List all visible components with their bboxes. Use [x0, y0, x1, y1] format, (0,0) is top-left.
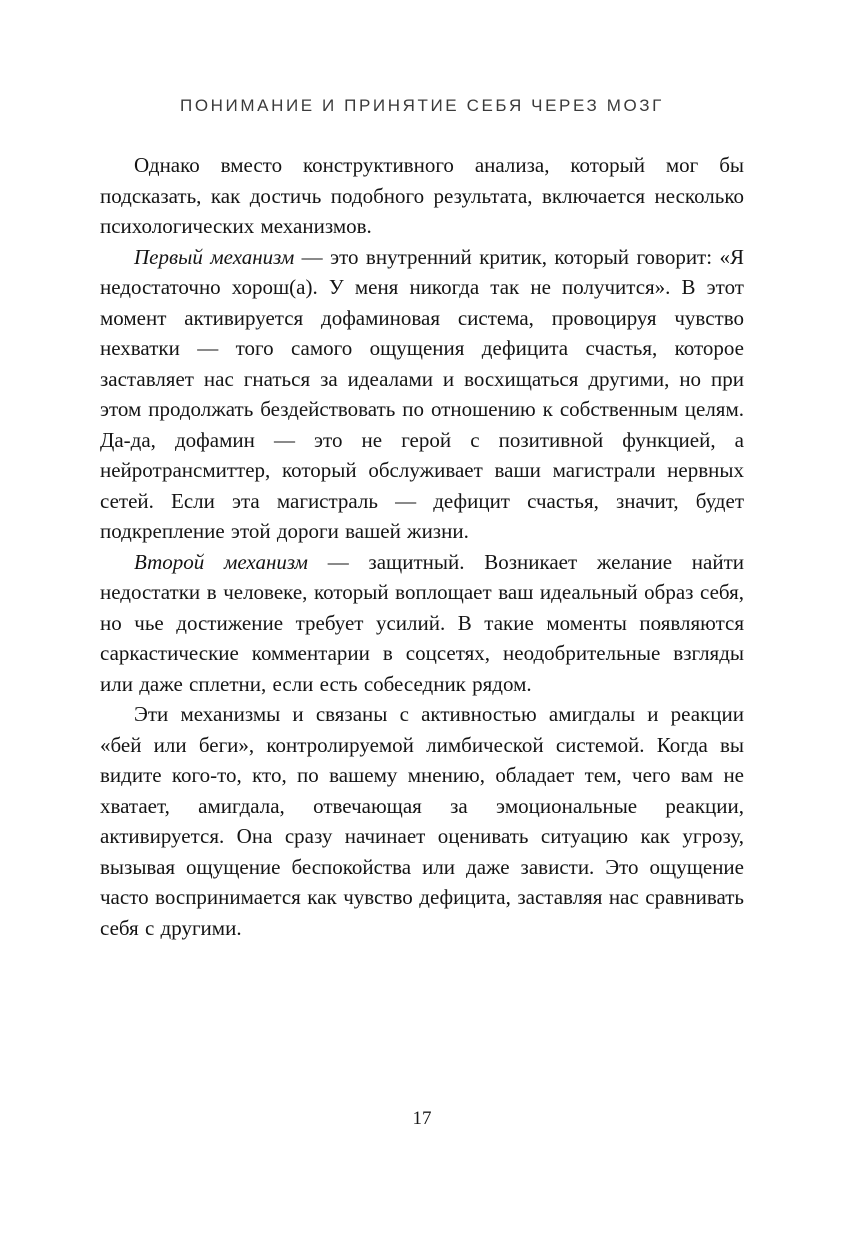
page-number: 17 [412, 1108, 432, 1129]
paragraph [100, 547, 744, 700]
paragraph-text: Однако вместо конструктивного анализа, который мог бы подсказать, как достичь подобного результата, включается несколько психологических механизмов. [100, 153, 744, 238]
paragraph [100, 699, 744, 943]
body-text [100, 150, 744, 943]
paragraph-text: — защитный. Возникает желание найти недостатки в человеке, который воплощает ваш идеальный образ себя, но чье достижение требует усилий. В такие моменты появляются саркастические комментарии в соцсетях, неодобрительные взгляды или даже сплетни, если есть собеседник рядом. [100, 549, 744, 696]
paragraph-text: Эти механизмы и связаны с активностью амигдалы и реакции «бей или беги», контролируемой лимбической системой. Когда вы видите кого-то, кто, по вашему мнению, обладает тем, чего вам не хватает, амигдала, отвечающая за эмоциональные реакции, активируется. Она сразу начинает оценивать ситуацию как угрозу, вызывая ощущение беспокойства или даже зависти. Это ощущение часто воспринимается как чувство дефицита, заставляя нас сравнивать себя с другими. [100, 702, 744, 940]
paragraph-text: — это внутренний критик, который говорит: «Я недостаточно хорош(а). У меня никогда так не получится». В этот момент активируется дофаминовая система, провоцируя чувство нехватки — того самого ощущения дефицита счастья, которое заставляет нас гнаться за идеалами и восхищаться другими, но при этом продолжать бездействовать по отношению к собственным целям. Да-да, дофамин — это не герой с позитивной функцией, а нейротрансмиттер, который обслуживает ваши магистрали нервных сетей. Если эта магистраль — дефицит счастья, значит, будет подкрепление этой дороги вашей жизни. [100, 244, 744, 543]
paragraph [100, 150, 744, 242]
paragraph [100, 242, 744, 547]
paragraph-lead: Первый механизм [134, 244, 295, 269]
paragraph-lead: Второй механизм [134, 549, 308, 574]
running-head: ПОНИМАНИЕ И ПРИНЯТИЕ СЕБЯ ЧЕРЕЗ МОЗГ [180, 96, 664, 115]
